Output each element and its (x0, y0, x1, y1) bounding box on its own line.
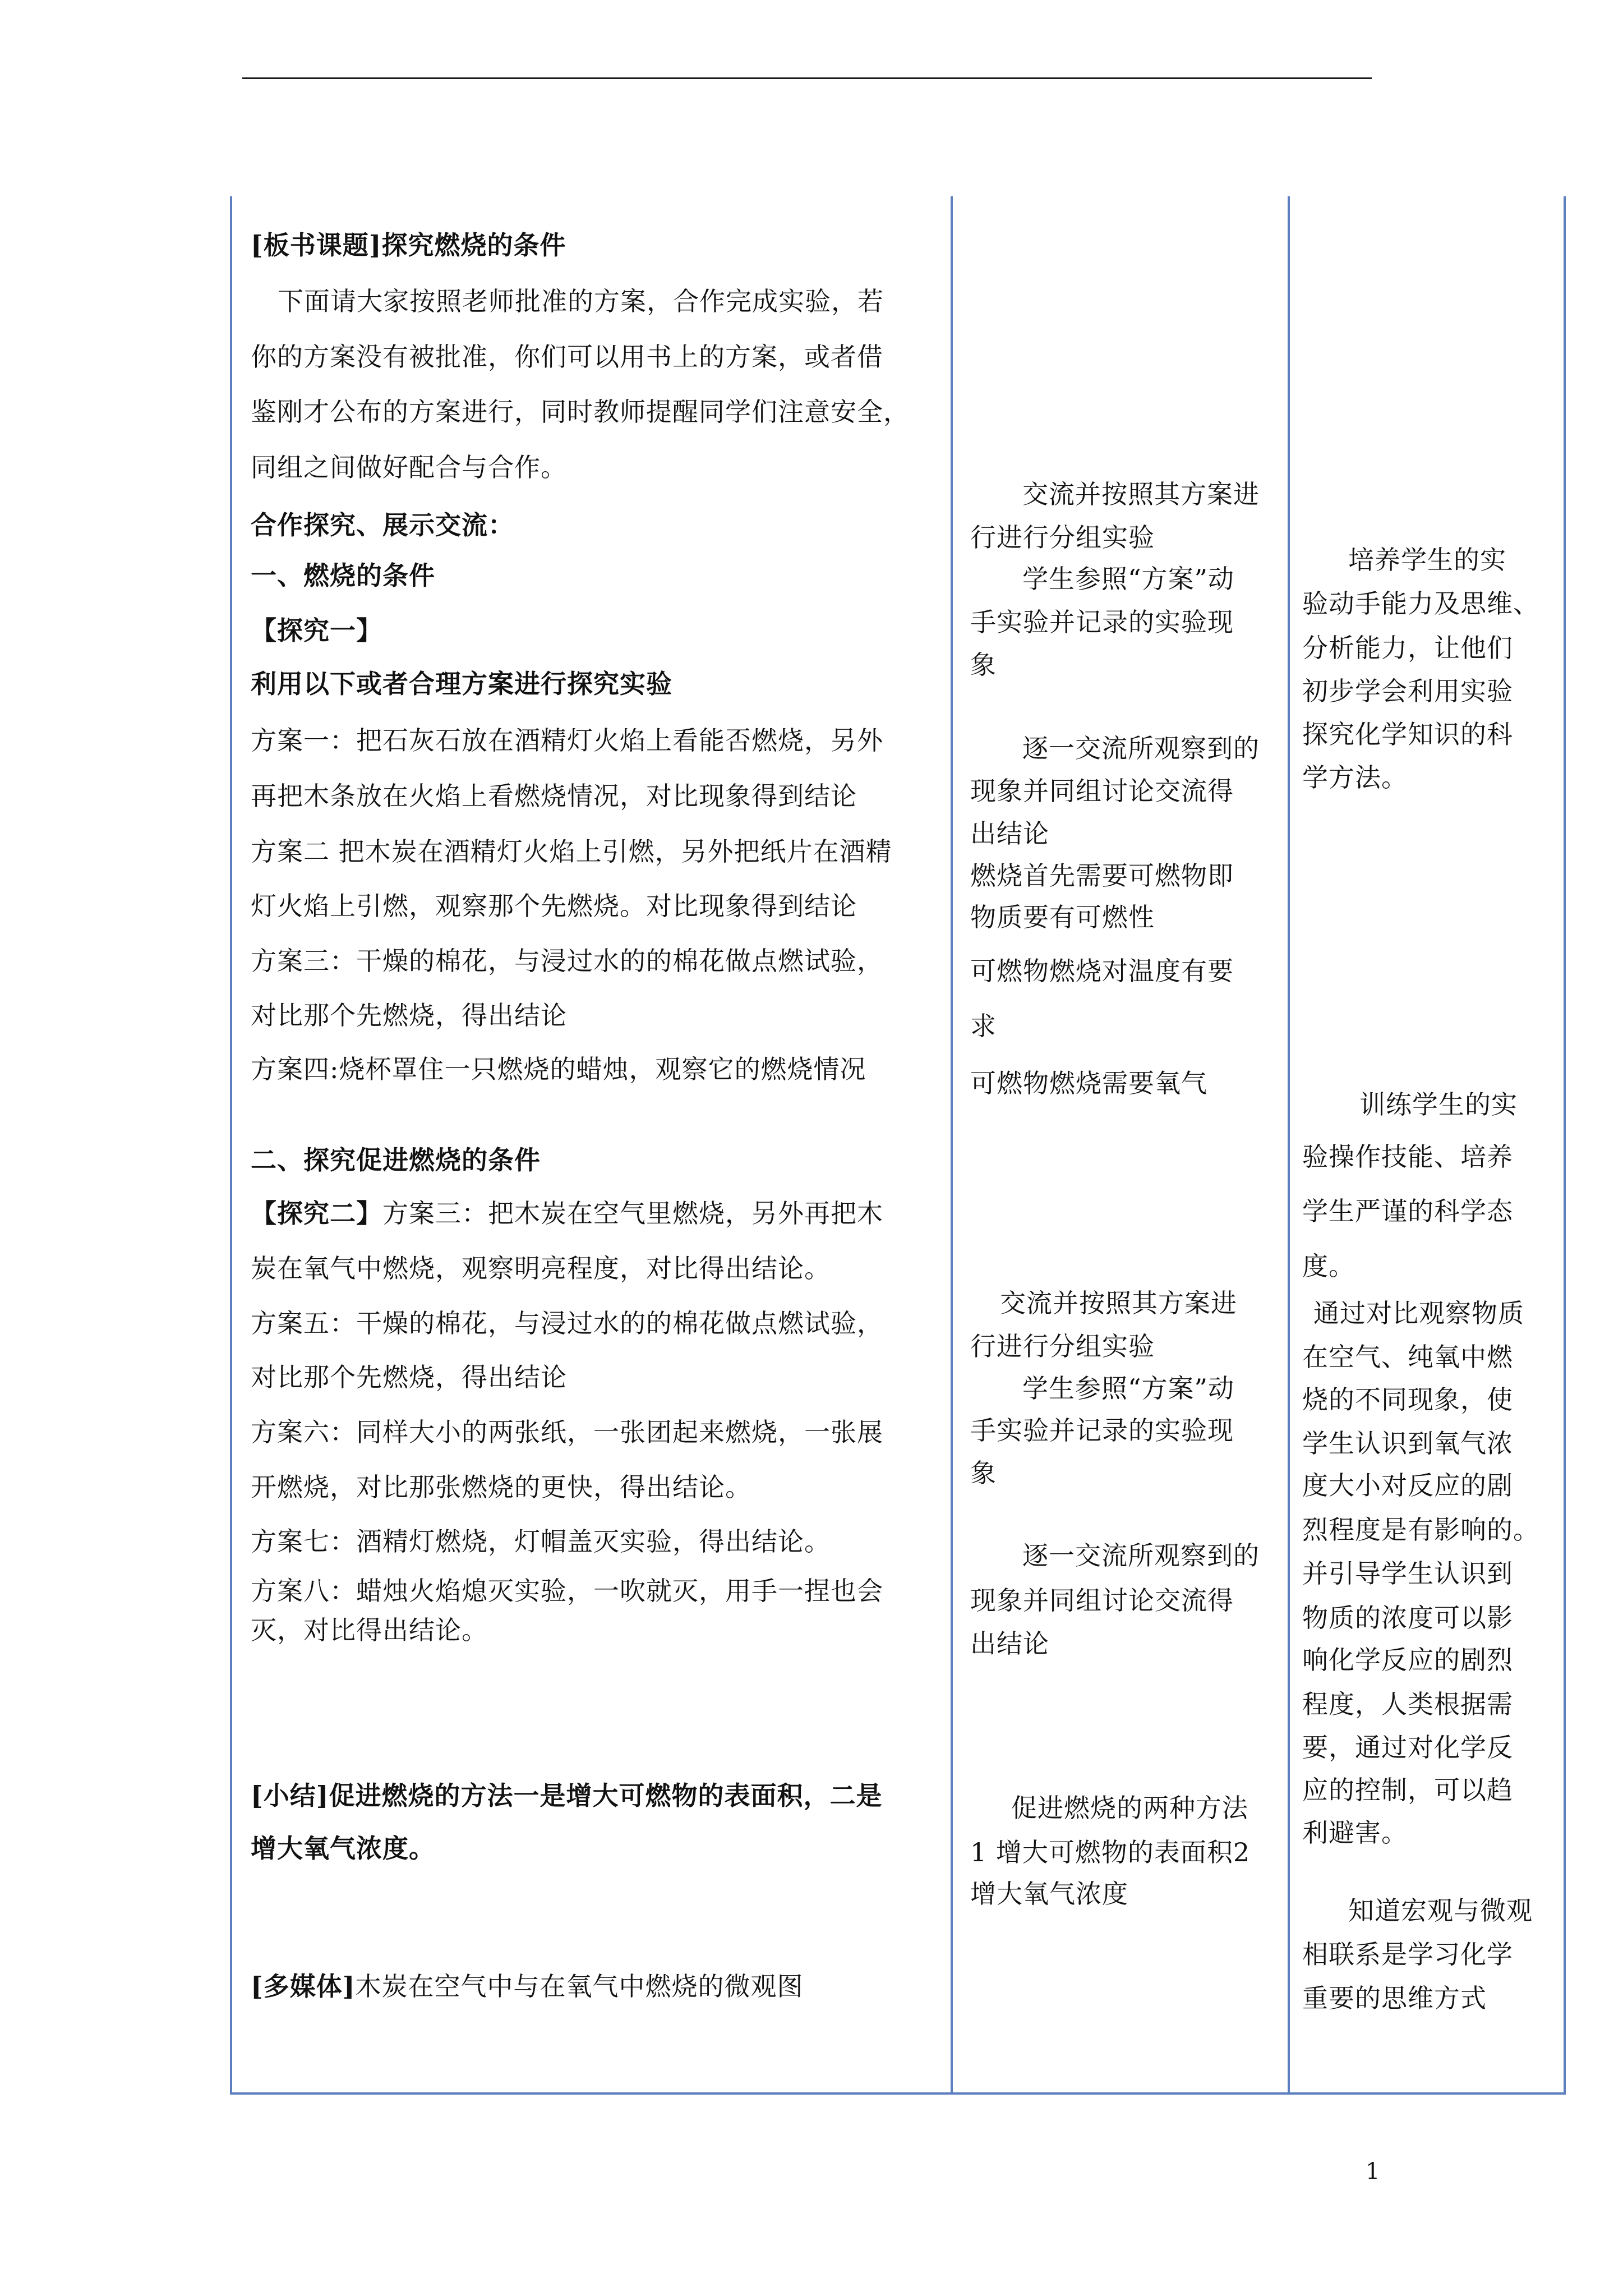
teacher-activity-line (251, 454, 567, 480)
student-activity-line: 象 (970, 1458, 997, 1488)
design-intent-line: 初步学会利用实验 (1302, 676, 1513, 706)
text-segment: 同组之间做好配合与合作。 (251, 452, 567, 482)
table-border-right (1564, 196, 1566, 2093)
text-segment: 增大氧气浓度。 (251, 1833, 435, 1864)
teacher-activity-line (251, 1833, 435, 1864)
design-intent-line: 重要的思维方式 (1302, 1983, 1487, 2013)
student-activity-line: 1 增大可燃物的表面积2 (970, 1837, 1251, 1867)
teacher-activity-line (251, 1056, 866, 1082)
teacher-activity-line (251, 1310, 883, 1336)
teacher-activity-line (251, 344, 883, 370)
text-segment: 木炭在空气中与在氧气中燃烧的微观图 (355, 1971, 804, 2001)
design-intent-line: 训练学生的实 (1359, 1089, 1518, 1120)
text-segment: 方案一：把石灰石放在酒精灯火焰上看能否燃烧，另外 (251, 725, 883, 756)
design-intent-line: 物质的浓度可以影 (1302, 1603, 1513, 1633)
design-intent-line: 利避害。 (1302, 1818, 1408, 1848)
text-segment: 炭在氧气中燃烧，观察明亮程度，对比得出结论。 (251, 1253, 831, 1283)
student-activity-line: 增大氧气浓度 (970, 1879, 1128, 1909)
student-activity-line: 出结论 (970, 1628, 1049, 1659)
text-segment: [板书课题]探究燃烧的条件 (251, 230, 566, 260)
design-intent-line: 烈程度是有影响的。 (1302, 1515, 1539, 1545)
teacher-activity-line (251, 1364, 567, 1390)
design-intent-line: 响化学反应的剧烈 (1302, 1645, 1513, 1675)
design-intent-line: 培养学生的实 (1348, 545, 1506, 575)
design-intent-line: 通过对比观察物质 (1313, 1298, 1524, 1328)
text-segment: 合作探究、展示交流： (251, 510, 514, 540)
text-segment: 灯火焰上引燃，观察那个先燃烧。对比现象得到结论 (251, 891, 857, 921)
teacher-activity-line (251, 836, 892, 867)
text-segment: 对比那个先燃烧，得出结论 (251, 1000, 567, 1030)
student-activity-line: 逐一交流所观察到的 (1022, 733, 1260, 763)
text-segment: [小结]促进燃烧的方法一是增大可燃物的表面积，二是 (251, 1780, 883, 1811)
text-segment: 方案七：酒精灯燃烧，灯帽盖灭实验，得出结论。 (251, 1526, 831, 1557)
teacher-activity-line (251, 948, 883, 974)
teacher-activity-line (251, 1002, 567, 1028)
teacher-activity-line (251, 1147, 541, 1173)
teacher-activity-line (251, 783, 857, 809)
design-intent-line: 验操作技能、培养 (1302, 1142, 1513, 1172)
text-segment: 【探究二】 (251, 1198, 382, 1228)
design-intent-line: 应的控制，可以趋 (1302, 1775, 1513, 1805)
teacher-activity-line (251, 1474, 751, 1500)
page-number: 1 (1366, 2159, 1380, 2184)
teacher-activity-line (251, 1578, 883, 1604)
design-intent-line: 烧的不同现象，使 (1302, 1384, 1513, 1415)
design-intent-line: 要，通过对化学反 (1302, 1732, 1513, 1763)
text-segment: 方案六：同样大小的两张纸，一张团起来燃烧，一张展 (251, 1417, 883, 1447)
student-activity-line: 象 (970, 650, 997, 680)
design-intent-line: 并引导学生认识到 (1302, 1558, 1513, 1589)
student-activity-line: 行进行分组实验 (970, 522, 1155, 553)
text-segment: 方案八：蜡烛火焰熄灭实验，一吹就灭，用手一捏也会 (251, 1576, 883, 1606)
text-segment: 你的方案没有被批准，你们可以用书上的方案，或者借 (251, 342, 883, 372)
design-intent-line: 度大小对反应的剧 (1302, 1470, 1513, 1501)
design-intent-line: 分析能力，让他们 (1302, 633, 1513, 663)
design-intent-line: 相联系是学习化学 (1302, 1939, 1513, 1970)
design-intent-line: 学生认识到氧气浓 (1302, 1428, 1513, 1458)
teacher-activity-line (251, 1200, 883, 1226)
student-activity-line: 现象并同组讨论交流得 (970, 1585, 1234, 1616)
text-segment: 方案三：干燥的棉花，与浸过水的的棉花做点燃试验， (251, 946, 883, 976)
design-intent-line: 验动手能力及思维、 (1302, 588, 1539, 619)
text-segment: [多媒体] (251, 1971, 356, 2001)
text-segment: 【探究一】 (251, 615, 382, 646)
student-activity-line: 手实验并记录的实验现 (970, 1415, 1234, 1446)
text-segment: 再把木条放在火焰上看燃烧情况，对比现象得到结论 (251, 781, 857, 811)
text-segment: 二、探究促进燃烧的条件 (251, 1145, 541, 1175)
student-activity-line: 燃烧首先需要可燃物即 (970, 861, 1234, 891)
table-border-bottom (230, 2092, 1566, 2095)
teacher-activity-line (251, 1419, 883, 1445)
student-activity-line: 学生参照“方案”动 (1022, 1373, 1235, 1404)
text-segment: 方案二 把木炭在酒精灯火焰上引燃，另外把纸片在酒精 (251, 836, 892, 867)
student-activity-line: 出结论 (970, 818, 1049, 849)
student-activity-line: 交流并按照其方案进 (1022, 479, 1260, 509)
teacher-activity-line (251, 1526, 831, 1557)
student-activity-line: 促进燃烧的两种方法 (1011, 1793, 1248, 1823)
design-intent-line: 知道宏观与微观 (1348, 1895, 1533, 1926)
teacher-activity-line (251, 615, 382, 646)
text-segment: 方案四:烧杯罩住一只燃烧的蜡烛，观察它的燃烧情况 (251, 1054, 866, 1084)
student-activity-line: 学生参照“方案”动 (1022, 564, 1235, 594)
teacher-activity-line (251, 512, 514, 538)
text-segment: 下面请大家按照老师批准的方案，合作完成实验，若 (278, 286, 884, 316)
teacher-activity-line (251, 1780, 883, 1811)
teacher-activity-line (251, 560, 435, 591)
text-segment: 方案五：干燥的棉花，与浸过水的的棉花做点燃试验， (251, 1308, 883, 1338)
design-intent-line: 学生严谨的科学态 (1302, 1196, 1513, 1226)
table-divider-1 (951, 196, 953, 2093)
text-segment: 利用以下或者合理方案进行探究实验 (251, 669, 672, 699)
student-activity-line: 物质要有可燃性 (970, 902, 1155, 932)
design-intent-line: 在空气、纯氧中燃 (1302, 1342, 1513, 1372)
teacher-activity-line (251, 1617, 488, 1643)
text-segment: 开燃烧，对比那张燃烧的更快，得出结论。 (251, 1472, 751, 1502)
teacher-activity-line (251, 232, 566, 258)
text-segment: 灭，对比得出结论。 (251, 1615, 488, 1645)
student-activity-line: 可燃物燃烧对温度有要 (970, 956, 1234, 986)
design-intent-line: 探究化学知识的科 (1302, 719, 1513, 749)
text-segment: 鉴刚才公布的方案进行，同时教师提醒同学们注意安全， (251, 397, 910, 427)
teacher-activity-line (251, 893, 857, 919)
student-activity-line: 行进行分组实验 (970, 1331, 1155, 1361)
teacher-activity-line (251, 725, 883, 756)
text-segment: 对比那个先燃烧，得出结论 (251, 1362, 567, 1392)
design-intent-line: 学方法。 (1302, 762, 1408, 793)
table-border-left (230, 196, 232, 2093)
student-activity-line: 交流并按照其方案进 (1000, 1288, 1237, 1318)
teacher-activity-line (278, 288, 884, 314)
student-activity-line: 可燃物燃烧需要氧气 (970, 1068, 1207, 1098)
teacher-activity-line (251, 399, 910, 425)
teacher-activity-line (251, 1973, 804, 1999)
text-segment: 一、燃烧的条件 (251, 560, 435, 591)
table-divider-2 (1288, 196, 1290, 2093)
teacher-activity-line (251, 671, 672, 697)
design-intent-line: 程度，人类根据需 (1302, 1689, 1513, 1719)
student-activity-line: 逐一交流所观察到的 (1022, 1540, 1260, 1571)
text-segment: 方案三：把木炭在空气里燃烧，另外再把木 (382, 1198, 883, 1228)
header-rule (242, 77, 1372, 79)
design-intent-line: 度。 (1302, 1251, 1355, 1281)
student-activity-line: 求 (970, 1011, 997, 1041)
student-activity-line: 现象并同组讨论交流得 (970, 776, 1234, 806)
student-activity-line: 手实验并记录的实验现 (970, 607, 1234, 637)
teacher-activity-line (251, 1255, 831, 1281)
